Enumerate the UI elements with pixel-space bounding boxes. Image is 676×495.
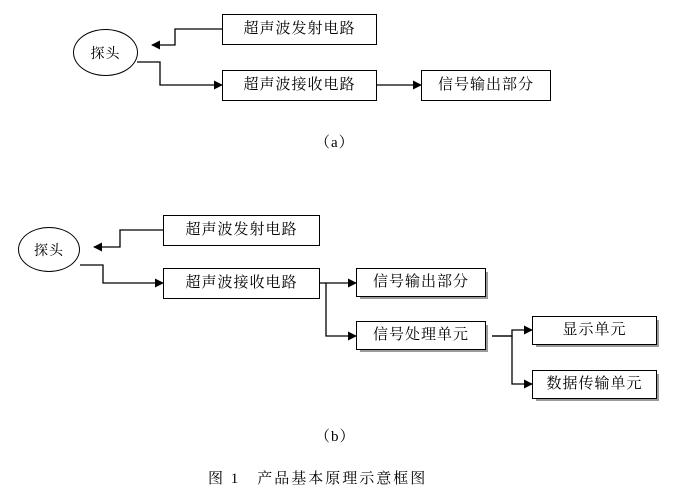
panel-b-probe-label: 探头: [34, 243, 64, 259]
panel-b-caption: （b）: [315, 429, 356, 445]
figure-title: 图 1 产品基本原理示意框图: [208, 471, 428, 487]
panel-b-node-probe: [18, 227, 80, 272]
panel-b-display-unit-label: 显示单元: [562, 322, 627, 338]
panel-a-transmit-circuit-label: 超声波发射电路: [243, 21, 356, 37]
panel-a-signal-output-label: 信号输出部分: [437, 77, 534, 93]
panel-a-node-transmit-circuit: [222, 14, 377, 45]
panel-b-data-transmission-unit-label: 数据传输单元: [546, 376, 643, 392]
panel-b-signal-output-label: 信号输出部分: [372, 274, 469, 290]
panel-a-node-signal-output: [421, 70, 551, 101]
panel-a-node-probe: [73, 29, 138, 76]
panel-a-caption: （a）: [315, 135, 355, 151]
panel-b-transmit-circuit-label: 超声波发射电路: [185, 222, 298, 238]
panel-b-node-signal-processing: [356, 321, 486, 350]
panel-b-node-data-transmission-unit: [532, 370, 657, 399]
panel-a-node-receive-circuit: [222, 70, 377, 101]
panel-b-node-display-unit: [532, 316, 657, 345]
panel-b-node-signal-output: [356, 268, 486, 297]
panel-b-node-receive-circuit: [163, 268, 320, 299]
panel-a-receive-circuit-label: 超声波接收电路: [243, 77, 356, 93]
panel-b-signal-processing-label: 信号处理单元: [372, 327, 469, 343]
panel-b-receive-circuit-label: 超声波接收电路: [185, 275, 298, 291]
panel-a-probe-label: 探头: [90, 46, 121, 62]
panel-b-node-transmit-circuit: [163, 215, 320, 246]
